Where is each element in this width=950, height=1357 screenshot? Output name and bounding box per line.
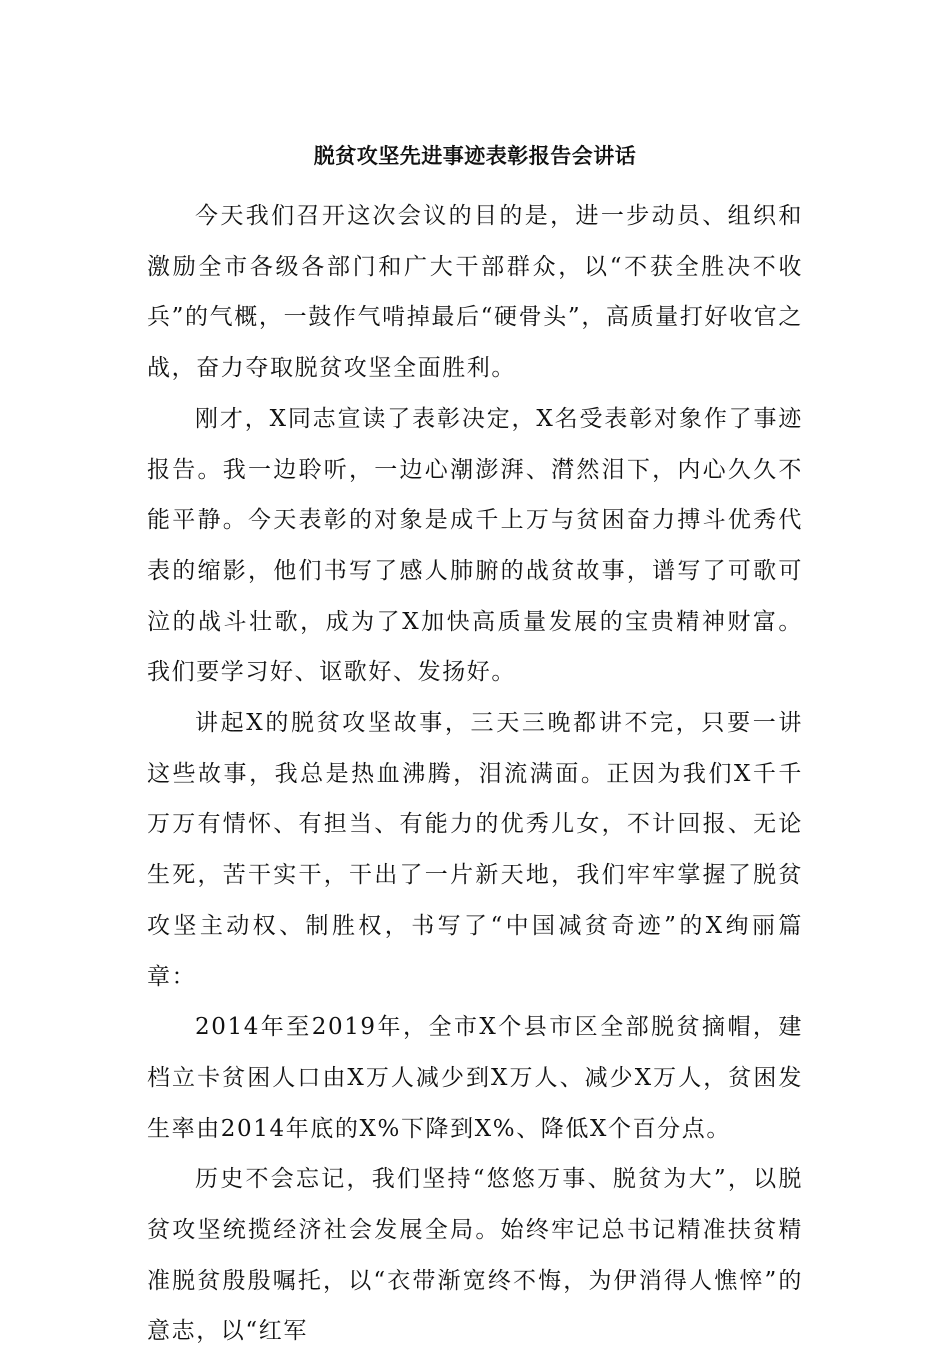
paragraph: 2014年至2019年，全市X个县市区全部脱贫摘帽，建档立卡贫困人口由X万人减少到X万人、减少X万人，贫困发生率由2014年底的X%下降到X%、降低X个百分点。 xyxy=(147,1014,803,1142)
paragraph: 讲起X的脱贫攻坚故事，三天三晚都讲不完，只要一讲这些故事，我总是热血沸腾，泪流满面。正因为我们X千千万万有情怀、有担当、有能力的优秀儿女，不计回报、无论生死，苦干实干，干出了一片新天地，我们牢牢掌握了脱贫攻坚主动权、制胜权，书写了“中国减贫奇迹”的X绚丽篇章： xyxy=(147,710,803,990)
paragraph: 刚才，X同志宣读了表彰决定，X名受表彰对象作了事迹报告。我一边聆听，一边心潮澎湃、潸然泪下，内心久久不能平静。今天表彰的对象是成千上万与贫困奋力搏斗优秀代表的缩影，他们书写了感人肺腑的战贫故事，谱写了可歌可泣的战斗壮歌，成为了X加快高质量发展的宝贵精神财富。我们要学习好、讴歌好、发扬好。 xyxy=(147,405,803,686)
paragraph: 历史不会忘记，我们坚持“悠悠万事、脱贫为大”，以脱贫攻坚统揽经济社会发展全局。始终牢记总书记精准扶贫精准脱贫殷殷嘱托，以“衣带渐宽终不悔，为伊消得人憔悴”的意志，以“红军 xyxy=(147,1166,803,1345)
document-title: 脱贫攻坚先进事迹表彰报告会讲话 xyxy=(313,143,637,168)
paragraph: 今天我们召开这次会议的目的是，进一步动员、组织和激励全市各级各部门和广大干部群众，以“不获全胜决不收兵”的气概，一鼓作气啃掉最后“硬骨头”，高质量打好收官之战，奋力夺取脱贫攻坚全面胜利。 xyxy=(147,203,803,382)
document-body xyxy=(147,191,803,1357)
